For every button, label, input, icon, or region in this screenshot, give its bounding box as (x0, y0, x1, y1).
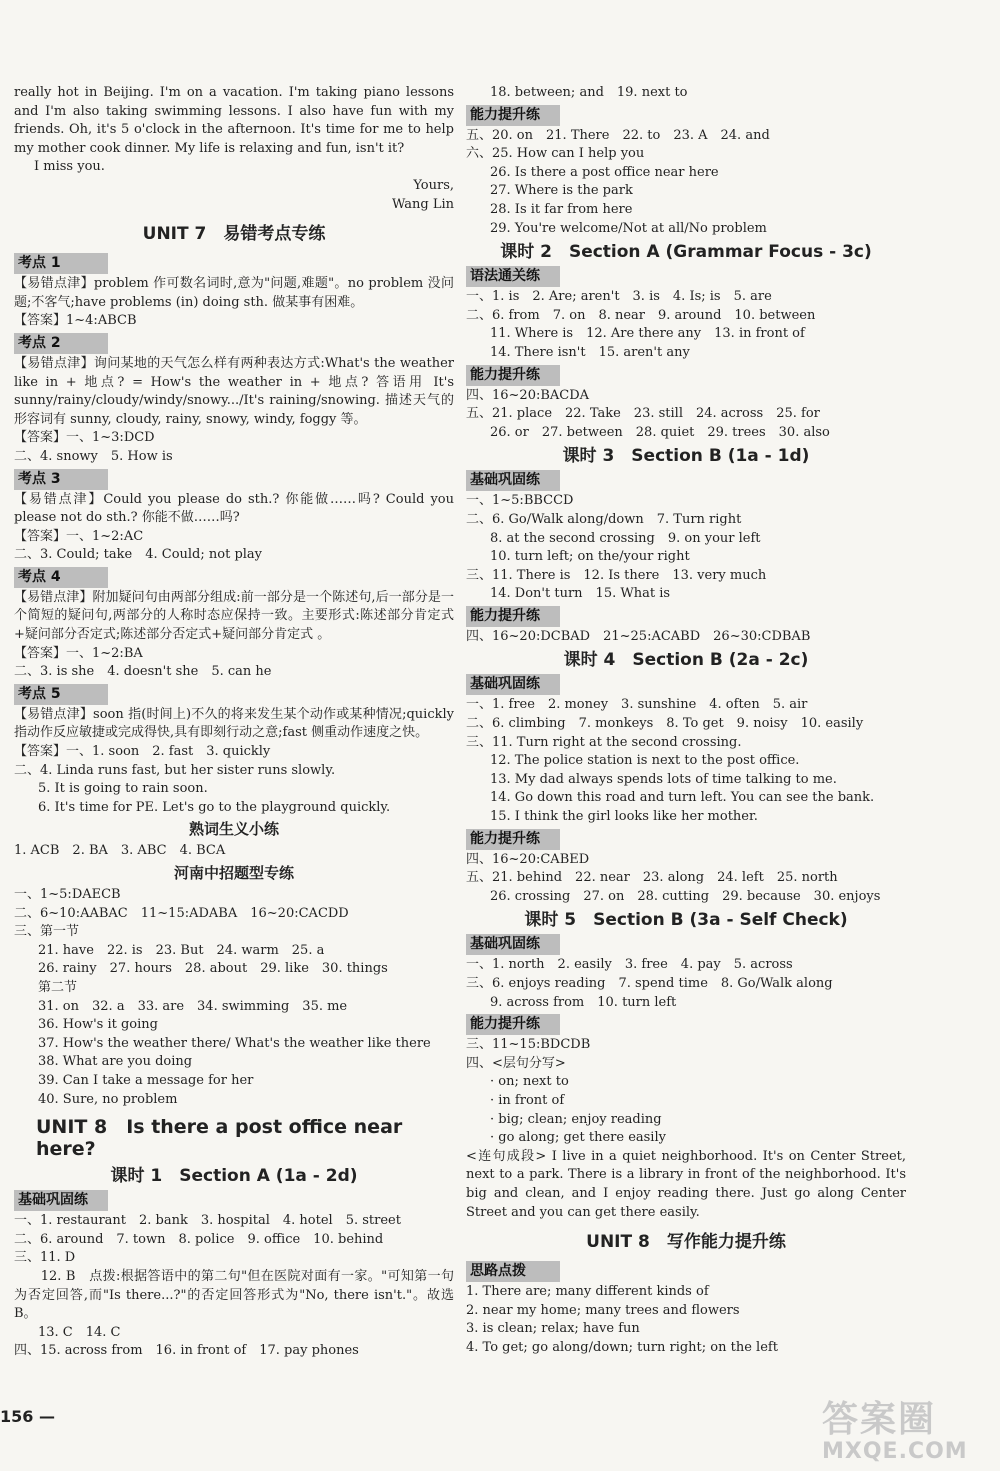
answer-line: 12. The police station is next to the post office. (490, 753, 800, 769)
answer-line: 六、25. How can I help you (466, 146, 645, 162)
answer-line: 【答案】一、1~3:DCD (14, 430, 155, 446)
section-chip-row (466, 365, 906, 386)
answer-line: 二、6. climbing 7. monkeys 8. To get 9. noisy 10. easily (466, 716, 864, 732)
paragraph: 【易错点津】询问某地的天气怎么样有两种表达方式:What's the weather like in + 地点? = How's the weather in + 地点? 答语用 It's sunny/rainy/cloudy/windy/snowy.../It's raining/snowing. 描述天气的形容词有 sunny, cloudy, rainy, snowy, windy, foggy 等。 (14, 355, 454, 427)
answer-line: 二、6~10:AABAC 11~15:ADABA 16~20:CACDD (14, 905, 349, 921)
section-chip: 能力提升练 (466, 829, 560, 850)
section-chip: 考点 3 (14, 469, 108, 490)
watermark-logo (822, 1400, 994, 1466)
answer-line: 37. How's the weather there/ What's the weather like there (38, 1035, 431, 1051)
paragraph: 【易错点津】附加疑问句由两部分组成:前一部分是一个陈述句,后一部分是一个简短的疑问句,两部分的人称时态应保持一致。主要形式:陈述部分肯定式+疑问部分否定式;陈述部分否定式+疑问部分肯定式 。 (14, 589, 454, 643)
section-chip: 基础巩固练 (466, 934, 560, 955)
section-chip: 考点 4 (14, 567, 108, 588)
answer-line: 五、21. place 22. Take 23. still 24. across 25. for (466, 406, 820, 422)
section-chip-row (466, 1014, 906, 1035)
answer-line: 38. What are you doing (38, 1054, 193, 1070)
answer-line: 14. Don't turn 15. What is (490, 586, 671, 602)
closing-line: I miss you. (34, 159, 105, 175)
answer-line: 26. or 27. between 28. quiet 29. trees 30. also (490, 424, 830, 440)
section-chip: 考点 2 (14, 333, 108, 354)
answer-line: 4. To get; go along/down; turn right; on the left (466, 1339, 778, 1355)
answer-line: 40. Sure, no problem (38, 1091, 178, 1107)
section-chip: 能力提升练 (466, 365, 560, 386)
page-number: 156 — (0, 1407, 55, 1426)
answer-line: 21. have 22. is 23. But 24. warm 25. a (38, 942, 325, 958)
answer-line: 一、1. free 2. money 3. sunshine 4. often 5. air (466, 697, 808, 713)
unit-title: UNIT 8 Is there a post office near here? (36, 1116, 403, 1161)
answer-line: 31. on 32. a 33. are 34. swimming 35. me (38, 998, 348, 1014)
answer-line: · in front of (490, 1092, 565, 1108)
answer-line: 五、21. behind 22. near 23. along 24. left 25. north (466, 870, 838, 886)
answer-line: 四、16~20:CABED (466, 851, 590, 867)
answer-line: 13. C 14. C (38, 1324, 121, 1340)
answer-line: 四、<层句分写> (466, 1055, 566, 1071)
answer-line: 10. turn left; on the/your right (490, 549, 690, 565)
section-chip-row (466, 105, 906, 126)
answer-line: 26. rainy 27. hours 28. about 29. like 30. things (38, 961, 388, 977)
section-chip-row (466, 674, 906, 695)
paragraph: 【易错点津】Could you please do sth.? 你能做……吗? Could you please not do sth.? 你能不做……吗? (14, 491, 454, 526)
answer-line: · big; clean; enjoy reading (490, 1111, 662, 1127)
answer-line: 18. between; and 19. next to (490, 85, 688, 100)
section-chip: 能力提升练 (466, 1014, 560, 1035)
answer-line: 1. ACB 2. BA 3. ABC 4. BCA (14, 843, 226, 859)
signature-line: Wang Lin (392, 196, 454, 212)
paragraph: <连句成段> I live in a quiet neighborhood. It's on Center Street, next to a park. There is a library in front of the neighborhood. It's big and clean, and I enjoy reading there. Just go along Center Street and you can get there easily. (466, 1148, 906, 1220)
section-chip-row (466, 266, 906, 287)
section-chip: 考点 1 (14, 253, 108, 274)
paragraph: 12. B 点拨:根据答语中的第二句"但在医院对面有一家。"可知第一句为否定回答,而"Is there...?"的否定回答形式为"No, there isn't."。故选 B。 (14, 1268, 454, 1322)
answer-line: 28. Is it far from here (490, 201, 633, 217)
section-chip: 基础巩固练 (466, 470, 560, 491)
section-chip-row (14, 567, 454, 588)
lesson-heading: 课时 5 Section B (3a - Self Check) (524, 910, 848, 931)
answer-line: 二、6. around 7. town 8. police 9. office 10. behind (14, 1231, 384, 1247)
answer-line: 39. Can I take a message for her (38, 1072, 254, 1088)
answer-line: 15. I think the girl looks like her mother. (490, 809, 758, 825)
answer-line: 三、11~15:BDCDB (466, 1037, 591, 1053)
section-chip: 语法通关练 (466, 266, 560, 287)
answer-line: 二、3. Could; take 4. Could; not play (14, 547, 263, 563)
answer-line: 一、1~5:DAECB (14, 887, 121, 902)
answer-line: 四、15. across from 16. in front of 17. pay phones (14, 1343, 359, 1359)
answer-line: 【答案】一、1~2:BA (14, 645, 143, 661)
answer-line: 一、1. is 2. Are; aren't 3. is 4. Is; is 5. are (466, 289, 772, 305)
section-chip-row (466, 606, 906, 627)
answer-line: 一、1. restaurant 2. bank 3. hospital 4. hotel 5. street (14, 1213, 401, 1229)
answer-line: 9. across from 10. turn left (490, 994, 677, 1010)
section-title: 熟词生义小练 (188, 820, 279, 839)
answer-line: 5. It is going to rain soon. (38, 781, 208, 797)
section-chip-row (14, 469, 454, 490)
answer-line: 【答案】一、1~2:AC (14, 528, 144, 544)
answer-line: 三、11. Turn right at the second crossing. (466, 734, 742, 750)
section-title: 河南中招题型专练 (173, 864, 294, 882)
section-chip-row (466, 829, 906, 850)
answer-line: 【答案】1~4:ABCB (14, 313, 137, 329)
section-chip-row (14, 253, 454, 274)
answer-line: 四、16~20:BACDA (466, 387, 590, 403)
section-chip: 基础巩固练 (466, 674, 560, 695)
answer-line: 二、6. Go/Walk along/down 7. Turn right (466, 511, 742, 527)
answer-line: 【答案】一、1. soon 2. fast 3. quickly (14, 744, 271, 760)
answer-line: 14. Go down this road and turn left. You can see the bank. (490, 790, 875, 806)
paragraph: 【易错点津】problem 作可数名词时,意为"问题,难题"。no problem 没问题;不客气;have problems (in) doing sth. 做某事有困难。 (14, 276, 454, 310)
lesson-heading: 课时 1 Section A (1a - 2d) (110, 1166, 358, 1187)
section-chip-row (466, 470, 906, 491)
answer-line: 29. You're welcome/Not at all/No problem (490, 220, 767, 236)
answer-line: 二、4. snowy 5. How is (14, 448, 173, 464)
answer-line: 一、1~5:BBCCD (466, 493, 574, 509)
answer-line: 三、6. enjoys reading 7. spend time 8. Go/Walk along (466, 976, 833, 991)
lesson-heading: 课时 2 Section A (Grammar Focus - 3c) (500, 242, 872, 263)
section-chip: 考点 5 (14, 684, 108, 705)
right-column (466, 84, 906, 1358)
watermark-url: MXQE.COM (822, 1439, 968, 1464)
answer-line: 二、3. is she 4. doesn't she 5. can he (14, 664, 272, 680)
answer-line: 1. There are; many different kinds of (466, 1284, 709, 1300)
answer-line: 一、1. north 2. easily 3. free 4. pay 5. across (466, 957, 793, 973)
section-chip: 能力提升练 (466, 606, 560, 627)
signature-line: Yours, (413, 177, 454, 193)
answer-line: 三、11. D (14, 1250, 76, 1266)
answer-line: 8. at the second crossing 9. on your left (490, 530, 761, 546)
paragraph: really hot in Beijing. I'm on a vacation. I'm taking piano lessons and I'm also taking swimming lessons. I also have fun with my friends. Oh, it's 5 o'clock in the afternoon. It's time for me to help my mother cook dinner. My life is relaxing and fun, isn't it? (14, 85, 454, 156)
answer-line: 第二节 (38, 979, 78, 995)
section-chip-row (14, 333, 454, 354)
section-chip: 能力提升练 (466, 105, 560, 126)
answer-line: 二、6. from 7. on 8. near 9. around 10. between (466, 307, 816, 323)
answer-line: 三、第一节 (14, 924, 80, 940)
lesson-heading: 课时 3 Section B (1a - 1d) (562, 446, 810, 467)
answer-line: 3. is clean; relax; have fun (466, 1321, 640, 1337)
section-chip-row (14, 1190, 454, 1211)
answer-line: 13. My dad always spends lots of time talking to me. (490, 771, 837, 787)
unit-title: UNIT 8 写作能力提升练 (586, 1232, 786, 1253)
answer-line: 五、20. on 21. There 22. to 23. A 24. and (466, 127, 770, 143)
answer-line: · on; next to (490, 1074, 569, 1090)
unit-title: UNIT 7 易错考点专练 (142, 224, 326, 245)
answer-line: 11. Where is 12. Are there any 13. in front of (490, 326, 805, 342)
section-chip-row (14, 684, 454, 705)
answer-line: 2. near my home; many trees and flowers (466, 1302, 740, 1318)
paragraph: 【易错点津】soon 指(时间上)不久的将来发生某个动作或某种情况;quickly 指动作反应敏捷或完成得快,具有即刻行动之意;fast 侧重动作速度之快。 (14, 706, 454, 741)
answer-line: 三、11. There is 12. Is there 13. very much (466, 567, 767, 583)
section-chip: 思路点拨 (466, 1261, 560, 1282)
answer-line: 27. Where is the park (490, 183, 633, 199)
answer-line: 36. How's it going (38, 1017, 158, 1033)
answer-line: · go along; get there easily (490, 1130, 666, 1146)
section-chip-row (466, 934, 906, 955)
answer-line: 14. There isn't 15. aren't any (490, 344, 690, 360)
answer-line: 四、16~20:DCBAD 21~25:ACABD 26~30:CDBAB (466, 628, 811, 644)
answer-line: 26. Is there a post office near here (490, 164, 719, 180)
answer-line: 二、4. Linda runs fast, but her sister runs slowly. (14, 762, 336, 778)
answer-line: 26. crossing 27. on 28. cutting 29. because 30. enjoys (490, 888, 881, 904)
answer-line: 6. It's time for PE. Let's go to the playground quickly. (38, 799, 391, 815)
section-chip-row (466, 1261, 906, 1282)
watermark-text: 答案圈 (822, 1399, 937, 1440)
left-column (14, 84, 454, 1361)
lesson-heading: 课时 4 Section B (2a - 2c) (563, 650, 809, 671)
section-chip: 基础巩固练 (14, 1190, 108, 1211)
